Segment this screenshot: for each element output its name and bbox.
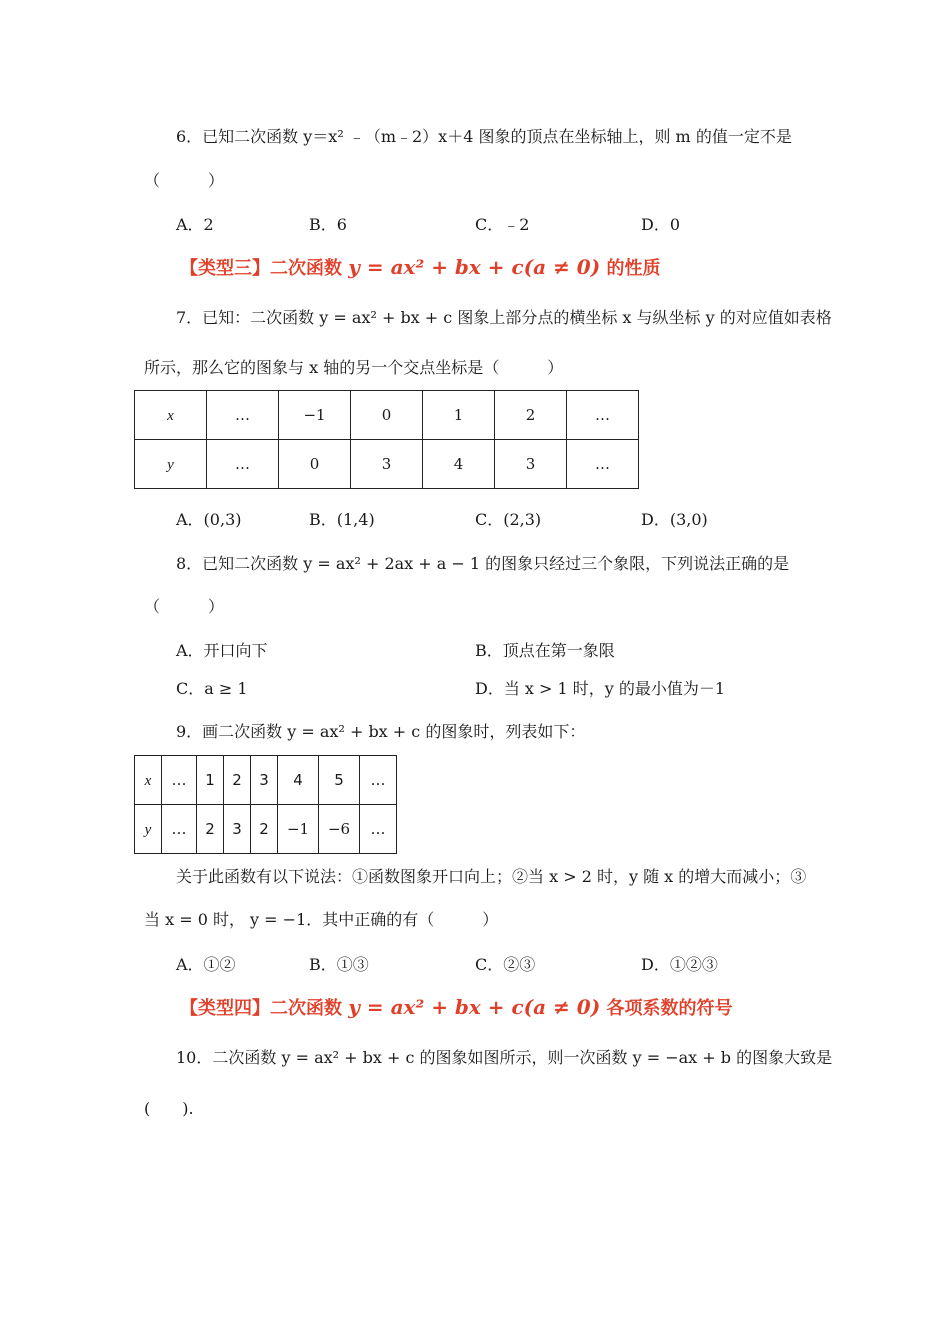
table-cell: 0 [279, 440, 351, 489]
q6-option-a: A．2 [176, 215, 214, 234]
header-formula: y = ax² + bx + c(a ≠ 0) [348, 995, 601, 1019]
q7-stem-line1: 7．已知：二次函数 y = ax² + bx + c 图象上部分点的横坐标 x 与纵坐标 y 的对应值如表格 [176, 308, 832, 327]
q8-option-c: C．a ≥ 1 [176, 679, 248, 698]
q9-option-c: C．②③ [475, 955, 536, 974]
table-cell: … [567, 440, 639, 489]
table-cell: … [360, 805, 397, 854]
table-cell: … [360, 756, 397, 805]
q7-option-c: C．(2,3) [475, 510, 542, 529]
q8-stem: 8．已知二次函数 y = ax² + 2ax + a − 1 的图象只经过三个象限，下列说法正确的是 [176, 554, 790, 573]
table-row [135, 391, 639, 440]
section-header-type4 [180, 994, 732, 1020]
header-prefix: 【类型四】二次函数 [180, 998, 349, 1019]
table-cell: 4 [423, 440, 495, 489]
table-row [135, 440, 639, 489]
table-row [135, 756, 397, 805]
table-cell: 5 [319, 756, 360, 805]
table-cell: y [135, 805, 162, 854]
q9-option-a: A．①② [176, 955, 236, 974]
table-cell: 0 [351, 391, 423, 440]
q9-option-b: B．①③ [309, 955, 369, 974]
header-prefix: 【类型三】二次函数 [180, 258, 349, 279]
q9-stem: 9．画二次函数 y = ax² + bx + c 的图象时，列表如下： [176, 722, 586, 741]
header-suffix: 各项系数的符号 [600, 998, 733, 1019]
table-cell: … [162, 805, 197, 854]
table-cell: 3 [351, 440, 423, 489]
q7-value-table [134, 390, 639, 489]
q7-option-a: A．(0,3) [176, 510, 242, 529]
table-cell: 3 [251, 756, 278, 805]
table-cell: … [162, 756, 197, 805]
table-cell: … [567, 391, 639, 440]
table-cell: x [135, 391, 207, 440]
q8-option-d: D．当 x > 1 时，y 的最小值为－1 [475, 679, 726, 698]
table-row [135, 805, 397, 854]
table-cell: 1 [423, 391, 495, 440]
table-cell: y [135, 440, 207, 489]
q8-option-a: A．开口向下 [176, 641, 268, 660]
table-cell: −1 [278, 805, 319, 854]
table-cell: 2 [251, 805, 278, 854]
header-formula: y = ax² + bx + c(a ≠ 0) [348, 255, 601, 279]
q8-option-b: B．顶点在第一象限 [475, 641, 615, 660]
table-cell: … [207, 440, 279, 489]
table-cell: 4 [278, 756, 319, 805]
table-cell: x [135, 756, 162, 805]
q7-option-b: B．(1,4) [309, 510, 375, 529]
q9-statements-line1: 关于此函数有以下说法：①函数图象开口向上；②当 x > 2 时，y 随 x 的增大而减小；③ [176, 867, 807, 886]
table-cell: 2 [197, 805, 224, 854]
section-header-type3 [180, 254, 660, 280]
q7-option-d: D．(3,0) [641, 510, 708, 529]
q8-answer-paren: （ ） [144, 597, 225, 616]
table-cell: −1 [279, 391, 351, 440]
q10-answer-paren: ( ). [144, 1099, 194, 1118]
table-cell: 1 [197, 756, 224, 805]
table-cell: −6 [319, 805, 360, 854]
q9-option-d: D．①②③ [641, 955, 718, 974]
q6-answer-paren: （ ） [144, 171, 225, 190]
table-cell: 3 [495, 440, 567, 489]
q6-option-c: C．﹣2 [475, 215, 530, 234]
q9-value-table [134, 755, 397, 854]
table-cell: 2 [495, 391, 567, 440]
q6-option-b: B．6 [309, 215, 347, 234]
q10-stem: 10．二次函数 y = ax² + bx + c 的图象如图所示，则一次函数 y = −ax + b 的图象大致是 [176, 1048, 833, 1067]
q6-stem: 6．已知二次函数 y＝x² ﹣（m﹣2）x＋4 图象的顶点在坐标轴上，则 m 的值一定不是 [176, 127, 792, 146]
table-cell: 2 [224, 756, 251, 805]
q6-option-d: D．0 [641, 215, 681, 234]
header-suffix: 的性质 [600, 258, 661, 279]
table-cell: … [207, 391, 279, 440]
table-cell: 3 [224, 805, 251, 854]
q7-stem-line2: 所示，那么它的图象与 x 轴的另一个交点坐标是（ ） [144, 358, 564, 377]
q9-statements-line2: 当 x = 0 时， y = −1．其中正确的有（ ） [144, 910, 499, 929]
